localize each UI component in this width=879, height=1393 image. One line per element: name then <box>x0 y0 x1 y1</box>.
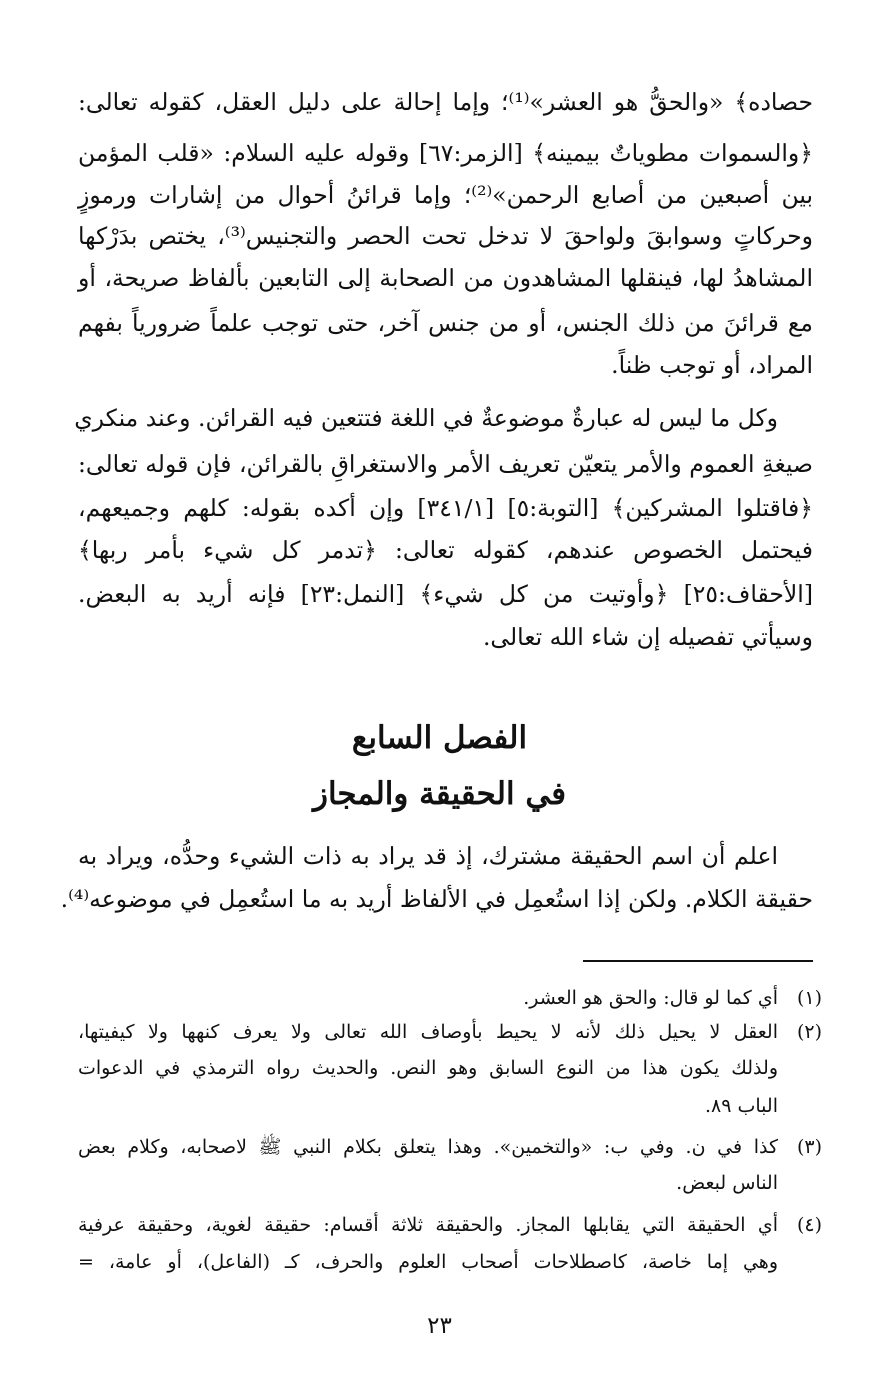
body-line: بين أصبعين من أصابع الرحمن»⁽²⁾؛ وإما قرائنُ أحوال من إشارات ورموزٍ <box>78 181 813 209</box>
footnote-number: (١) <box>796 987 822 1009</box>
footnote-line: أي كما لو قال: والحق هو العشر. <box>523 987 778 1009</box>
body-line: ﴿والسموات مطوياتٌ بيمينه﴾ [الزمر:٦٧] وقوله عليه السلام: «قلب المؤمن <box>78 139 814 167</box>
chapter-title: الفصل السابع <box>351 720 528 756</box>
footnote-number: (٣) <box>796 1136 822 1158</box>
footnote-divider <box>583 960 813 962</box>
footnote-line: كذا في ن. وفي ب: «والتخمين». وهذا يتعلق بكلام النبي ﷺ لاصحابه، وكلام بعض <box>78 1136 778 1158</box>
footnote-line: الناس لبعض. <box>676 1172 778 1194</box>
body-line: حصاده﴾ «والحقُّ هو العشر»⁽¹⁾؛ وإما إحالة على دليل العقل، كقوله تعالى: <box>78 88 813 116</box>
footnote-number: (٤) <box>796 1214 822 1236</box>
body-line: فيحتمل الخصوص عندهم، كقوله تعالى: ﴿تدمر كل شيء بأمر ربها﴾ <box>78 536 813 564</box>
body-line: المشاهدُ لها، فينقلها المشاهدون من الصحابة إلى التابعين بألفاظ صريحة، أو <box>78 264 813 292</box>
footnote-number: (٢) <box>796 1021 822 1043</box>
body-line: حقيقة الكلام. ولكن إذا استُعمِل في الألفاظ أريد به ما استُعمِل في موضوعه⁽⁴⁾. <box>60 885 813 913</box>
footnote-line: أي الحقيقة التي يقابلها المجاز. والحقيقة ثلاثة أقسام: حقيقة لغوية، وحقيقة عرفية <box>78 1214 778 1236</box>
body-line: المراد، أو توجب ظناً. <box>611 351 813 379</box>
body-line: صيغةِ العموم والأمر يتعيّن تعريف الأمر والاستغراقِ بالقرائن، فإن قوله تعالى: <box>78 450 813 478</box>
body-line: ﴿فاقتلوا المشركين﴾ [التوبة:٥] [٣٤١/١] وإن أكده بقوله: كلهم وجميعهم، <box>78 494 813 522</box>
body-line: مع قرائنَ من ذلك الجنس، أو من جنس آخر، حتى توجب علماً ضرورياً بفهم <box>78 309 813 337</box>
footnote-line: وهي إما خاصة، كاصطلاحات أصحاب العلوم والحرف، كـ (الفاعل)، أو عامة، = <box>78 1251 778 1273</box>
footnote-line: ولذلك يكون هذا من النوع السابق وهو النص. والحديث رواه الترمذي في الدعوات <box>78 1057 778 1079</box>
body-line: وسيأتي تفصيله إن شاء الله تعالى. <box>482 623 813 651</box>
page-number: ٢٣ <box>427 1313 452 1339</box>
chapter-subtitle: في الحقيقة والمجاز <box>312 776 567 812</box>
footnote-line: العقل لا يحيل ذلك لأنه لا يحيط بأوصاف الله تعالى ولا يعرف كنهها ولا كيفيتها، <box>78 1021 778 1043</box>
footnote-line: الباب ٨٩. <box>705 1095 778 1117</box>
body-line: [الأحقاف:٢٥] ﴿وأوتيت من كل شيء﴾ [النمل:٢٣] فإنه أريد به البعض. <box>78 580 813 608</box>
body-line: وكل ما ليس له عبارةٌ موضوعةٌ في اللغة فتتعين فيه القرائن. وعند منكري <box>74 404 778 432</box>
body-line: وحركاتٍ وسوابقَ ولواحقَ لا تدخل تحت الحصر والتجنيس⁽³⁾، يختص بدَرْكها <box>78 222 813 250</box>
body-line: اعلم أن اسم الحقيقة مشترك، إذ قد يراد به ذات الشيء وحدُّه، ويراد به <box>78 842 778 870</box>
